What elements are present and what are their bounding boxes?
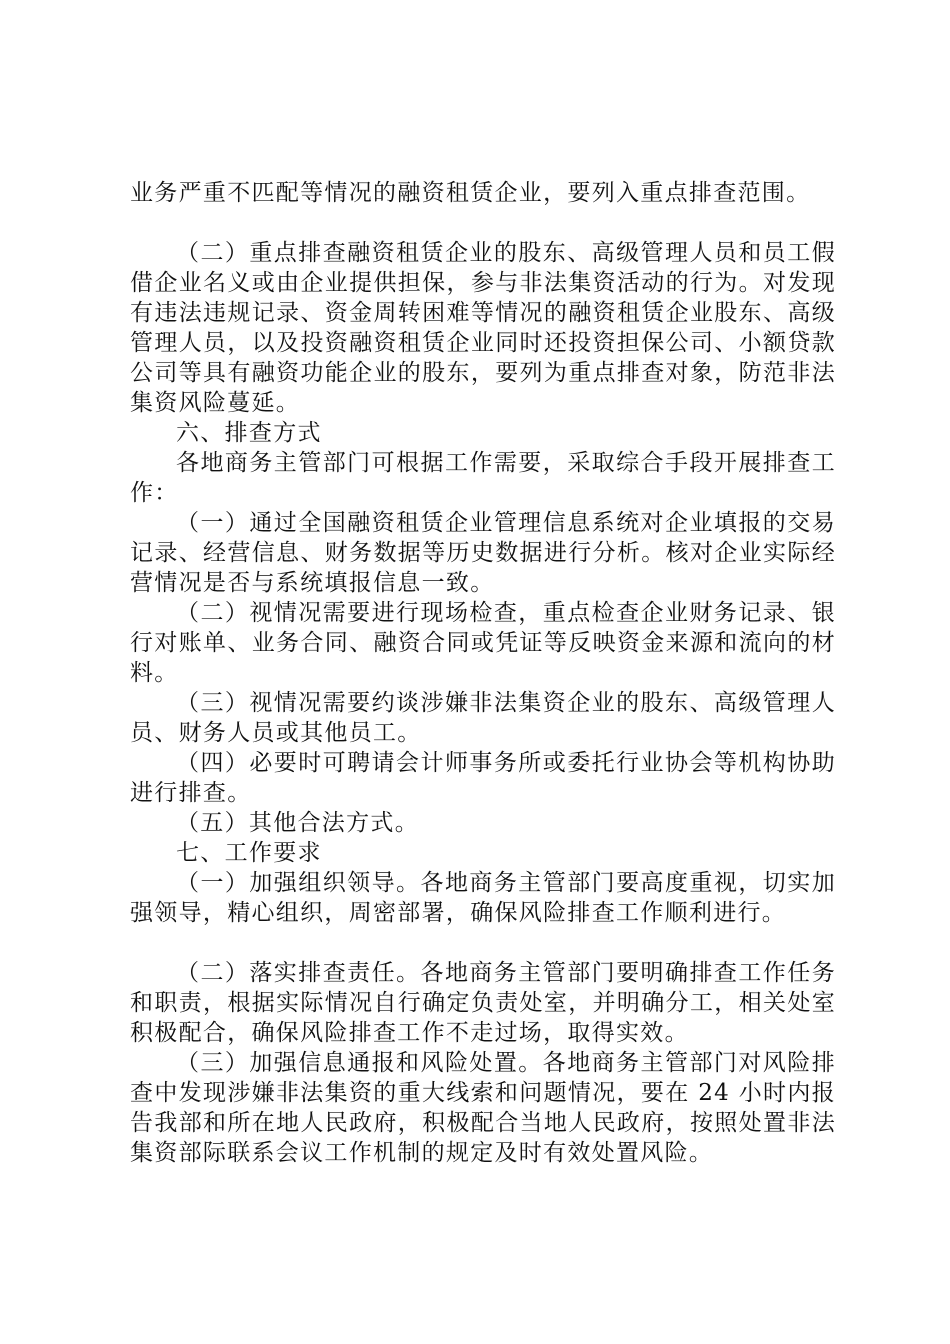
paragraph-method-three: （三）视情况需要约谈涉嫌非法集资企业的股东、高级管理人员、财务人员或其他员工。 [130,690,836,746]
paragraph-method-five: （五）其他合法方式。 [176,810,419,836]
paragraph-continuation: 业务严重不匹配等情况的融资租赁企业，要列入重点排查范围。 [130,180,811,206]
paragraph-method-four: （四）必要时可聘请会计师事务所或委托行业协会等机构协助进行排查。 [130,750,836,806]
paragraph-requirement-one: （一）加强组织领导。各地商务主管部门要高度重视，切实加强领导，精心组织，周密部署，确保风险排查工作顺利进行。 [130,870,836,926]
section-heading-seven: 七、工作要求 [176,840,322,866]
paragraph-key-shareholders: （二）重点排查融资租赁企业的股东、高级管理人员和员工假借企业名义或由企业提供担保，参与非法集资活动的行为。对发现有违法违规记录、资金周转困难等情况的融资租赁企业股东、高级管理人员，以及投资融资租赁企业同时还投资担保公司、小额贷款公司等具有融资功能企业的股东，要列为重点排查对象，防范非法集资风险蔓延。 [130,240,836,416]
paragraph-method-one: （一）通过全国融资租赁企业管理信息系统对企业填报的交易记录、经营信息、财务数据等历史数据进行分析。核对企业实际经营情况是否与系统填报信息一致。 [130,510,836,596]
paragraph-requirement-two: （二）落实排查责任。各地商务主管部门要明确排查工作任务和职责，根据实际情况自行确定负责处室，并明确分工，相关处室积极配合，确保风险排查工作不走过场，取得实效。 [130,960,836,1046]
paragraph-method-two: （二）视情况需要进行现场检查，重点检查企业财务记录、银行对账单、业务合同、融资合同或凭证等反映资金来源和流向的材料。 [130,600,836,686]
paragraph-methods-intro: 各地商务主管部门可根据工作需要，采取综合手段开展排查工作： [130,450,836,506]
paragraph-requirement-three: （三）加强信息通报和风险处置。各地商务主管部门对风险排查中发现涉嫌非法集资的重大线索和问题情况，要在 24 小时内报告我部和所在地人民政府，积极配合当地人民政府，按照处置非法集资部际联系会议工作机制的规定及时有效处置风险。 [130,1050,836,1166]
section-heading-six: 六、排查方式 [176,420,322,446]
